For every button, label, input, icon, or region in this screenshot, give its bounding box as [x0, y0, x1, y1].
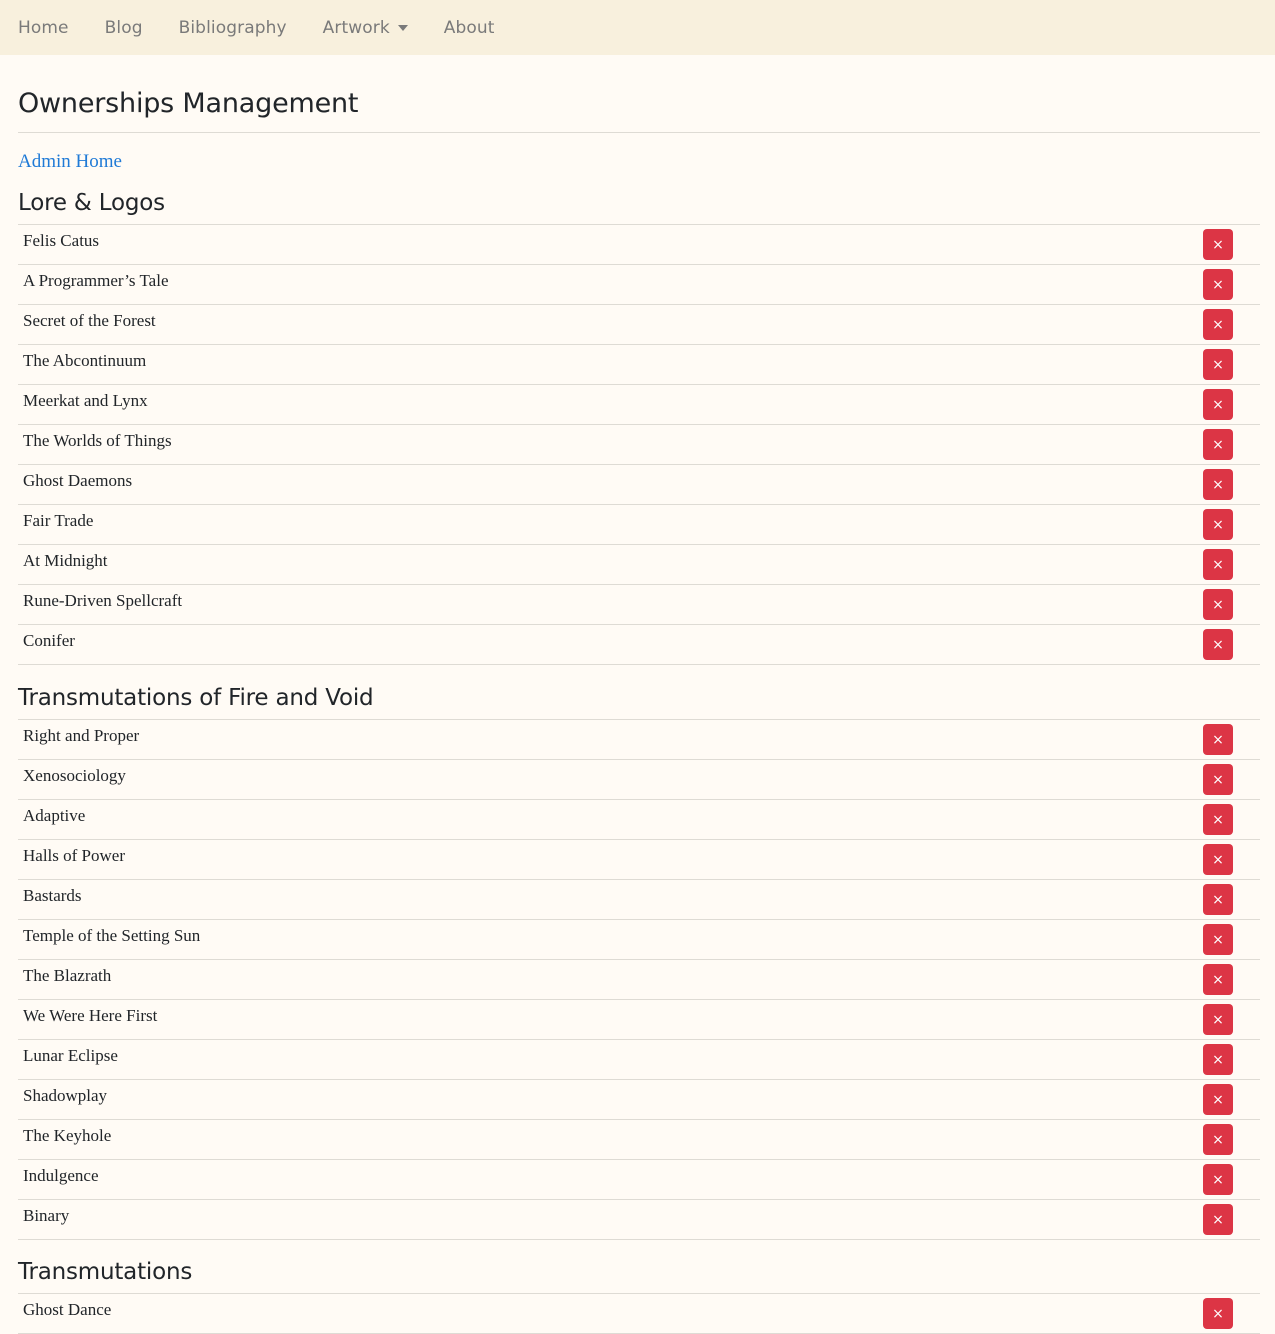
nav-artwork-dropdown[interactable]: [323, 18, 408, 38]
ownership-table: [18, 719, 1260, 1240]
table-row: [18, 305, 1260, 345]
book-title: Lunar Eclipse: [23, 1046, 118, 1065]
section-title: Transmutations of Fire and Void: [18, 685, 374, 711]
table-row: [18, 1120, 1260, 1160]
close-icon: ×: [1212, 1171, 1224, 1188]
close-icon: ×: [1212, 356, 1224, 373]
nav-about-link[interactable]: About: [443, 17, 495, 38]
main-content: [0, 55, 1275, 1334]
table-row: [18, 1294, 1260, 1334]
delete-button[interactable]: [1203, 1298, 1233, 1329]
close-icon: ×: [1212, 596, 1224, 613]
delete-button[interactable]: [1203, 724, 1233, 755]
table-row: [18, 425, 1260, 465]
delete-button[interactable]: [1203, 964, 1233, 995]
delete-button[interactable]: [1203, 469, 1233, 500]
close-icon: ×: [1212, 851, 1224, 868]
nav-home-link[interactable]: Home: [18, 17, 69, 38]
close-icon: ×: [1212, 236, 1224, 253]
table-row: [18, 1200, 1260, 1240]
ownership-table: [18, 1293, 1260, 1334]
book-title: Adaptive: [23, 806, 86, 825]
close-icon: ×: [1212, 931, 1224, 948]
close-icon: ×: [1212, 516, 1224, 533]
book-title: Temple of the Setting Sun: [23, 926, 201, 945]
table-row: [18, 1000, 1260, 1040]
book-title: Xenosociology: [23, 766, 126, 785]
close-icon: ×: [1212, 1011, 1224, 1028]
delete-button[interactable]: [1203, 269, 1233, 300]
delete-button[interactable]: [1203, 1204, 1233, 1235]
delete-button[interactable]: [1203, 764, 1233, 795]
delete-button[interactable]: [1203, 349, 1233, 380]
book-title: Ghost Daemons: [23, 471, 133, 490]
book-title: The Abcontinuum: [23, 351, 147, 370]
ownership-section: [18, 173, 1260, 665]
book-title: Bastards: [23, 886, 82, 905]
table-row: [18, 385, 1260, 425]
table-row: [18, 345, 1260, 385]
table-row: [18, 1080, 1260, 1120]
table-row: [18, 960, 1260, 1000]
delete-button[interactable]: [1203, 629, 1233, 660]
delete-button[interactable]: [1203, 549, 1233, 580]
delete-button[interactable]: [1203, 509, 1233, 540]
table-row: [18, 505, 1260, 545]
table-row: [18, 840, 1260, 880]
top-navbar: [0, 0, 1275, 55]
delete-button[interactable]: [1203, 1004, 1233, 1035]
table-row: [18, 880, 1260, 920]
table-row: [18, 1160, 1260, 1200]
book-title: At Midnight: [23, 551, 108, 570]
delete-button[interactable]: [1203, 924, 1233, 955]
delete-button[interactable]: [1203, 309, 1233, 340]
caret-down-icon: [398, 25, 408, 31]
close-icon: ×: [1212, 971, 1224, 988]
delete-button[interactable]: [1203, 1084, 1233, 1115]
admin-home-link[interactable]: Admin Home: [18, 151, 122, 172]
table-row: [18, 465, 1260, 505]
section-title: Lore & Logos: [18, 190, 165, 216]
delete-button[interactable]: [1203, 884, 1233, 915]
close-icon: ×: [1212, 476, 1224, 493]
book-title: Fair Trade: [23, 511, 94, 530]
table-row: [18, 265, 1260, 305]
book-title: The Worlds of Things: [23, 431, 172, 450]
table-row: [18, 545, 1260, 585]
table-row: [18, 625, 1260, 665]
delete-button[interactable]: [1203, 389, 1233, 420]
close-icon: ×: [1212, 636, 1224, 653]
page-title: Ownerships Management: [18, 55, 1260, 133]
close-icon: ×: [1212, 556, 1224, 573]
section-title: Transmutations: [18, 1259, 193, 1285]
close-icon: ×: [1212, 811, 1224, 828]
ownership-section: [18, 1240, 1260, 1334]
delete-button[interactable]: [1203, 589, 1233, 620]
book-title: A Programmer’s Tale: [23, 271, 169, 290]
book-title: Indulgence: [23, 1166, 99, 1185]
book-title: Felis Catus: [23, 231, 100, 250]
close-icon: ×: [1212, 771, 1224, 788]
ownership-sections: [18, 173, 1260, 1334]
book-title: The Blazrath: [23, 966, 112, 985]
close-icon: ×: [1212, 1211, 1224, 1228]
delete-button[interactable]: [1203, 229, 1233, 260]
delete-button[interactable]: [1203, 429, 1233, 460]
book-title: Right and Proper: [23, 726, 140, 745]
table-row: [18, 720, 1260, 760]
close-icon: ×: [1212, 1305, 1224, 1322]
book-title: We Were Here First: [23, 1006, 158, 1025]
nav-blog-link[interactable]: Blog: [104, 17, 143, 38]
close-icon: ×: [1212, 891, 1224, 908]
close-icon: ×: [1212, 1131, 1224, 1148]
close-icon: ×: [1212, 436, 1224, 453]
ownership-table: [18, 224, 1260, 665]
book-title: Halls of Power: [23, 846, 125, 865]
book-title: Ghost Dance: [23, 1300, 112, 1319]
book-title: Meerkat and Lynx: [23, 391, 148, 410]
ownership-section: [18, 665, 1260, 1240]
close-icon: ×: [1212, 1051, 1224, 1068]
book-title: Binary: [23, 1206, 70, 1225]
delete-button[interactable]: [1203, 1044, 1233, 1075]
close-icon: ×: [1212, 276, 1224, 293]
book-title: Secret of the Forest: [23, 311, 156, 330]
book-title: The Keyhole: [23, 1126, 112, 1145]
delete-button[interactable]: [1203, 804, 1233, 835]
close-icon: ×: [1212, 316, 1224, 333]
book-title: Shadowplay: [23, 1086, 108, 1105]
close-icon: ×: [1212, 731, 1224, 748]
table-row: [18, 760, 1260, 800]
delete-button[interactable]: [1203, 844, 1233, 875]
delete-button[interactable]: [1203, 1164, 1233, 1195]
book-title: Conifer: [23, 631, 75, 650]
table-row: [18, 225, 1260, 265]
nav-artwork-label: Artwork: [322, 17, 390, 38]
close-icon: ×: [1212, 396, 1224, 413]
table-row: [18, 920, 1260, 960]
nav-bibliography-link[interactable]: Bibliography: [178, 17, 287, 38]
table-row: [18, 1040, 1260, 1080]
close-icon: ×: [1212, 1091, 1224, 1108]
delete-button[interactable]: [1203, 1124, 1233, 1155]
table-row: [18, 800, 1260, 840]
book-title: Rune-Driven Spellcraft: [23, 591, 183, 610]
table-row: [18, 585, 1260, 625]
